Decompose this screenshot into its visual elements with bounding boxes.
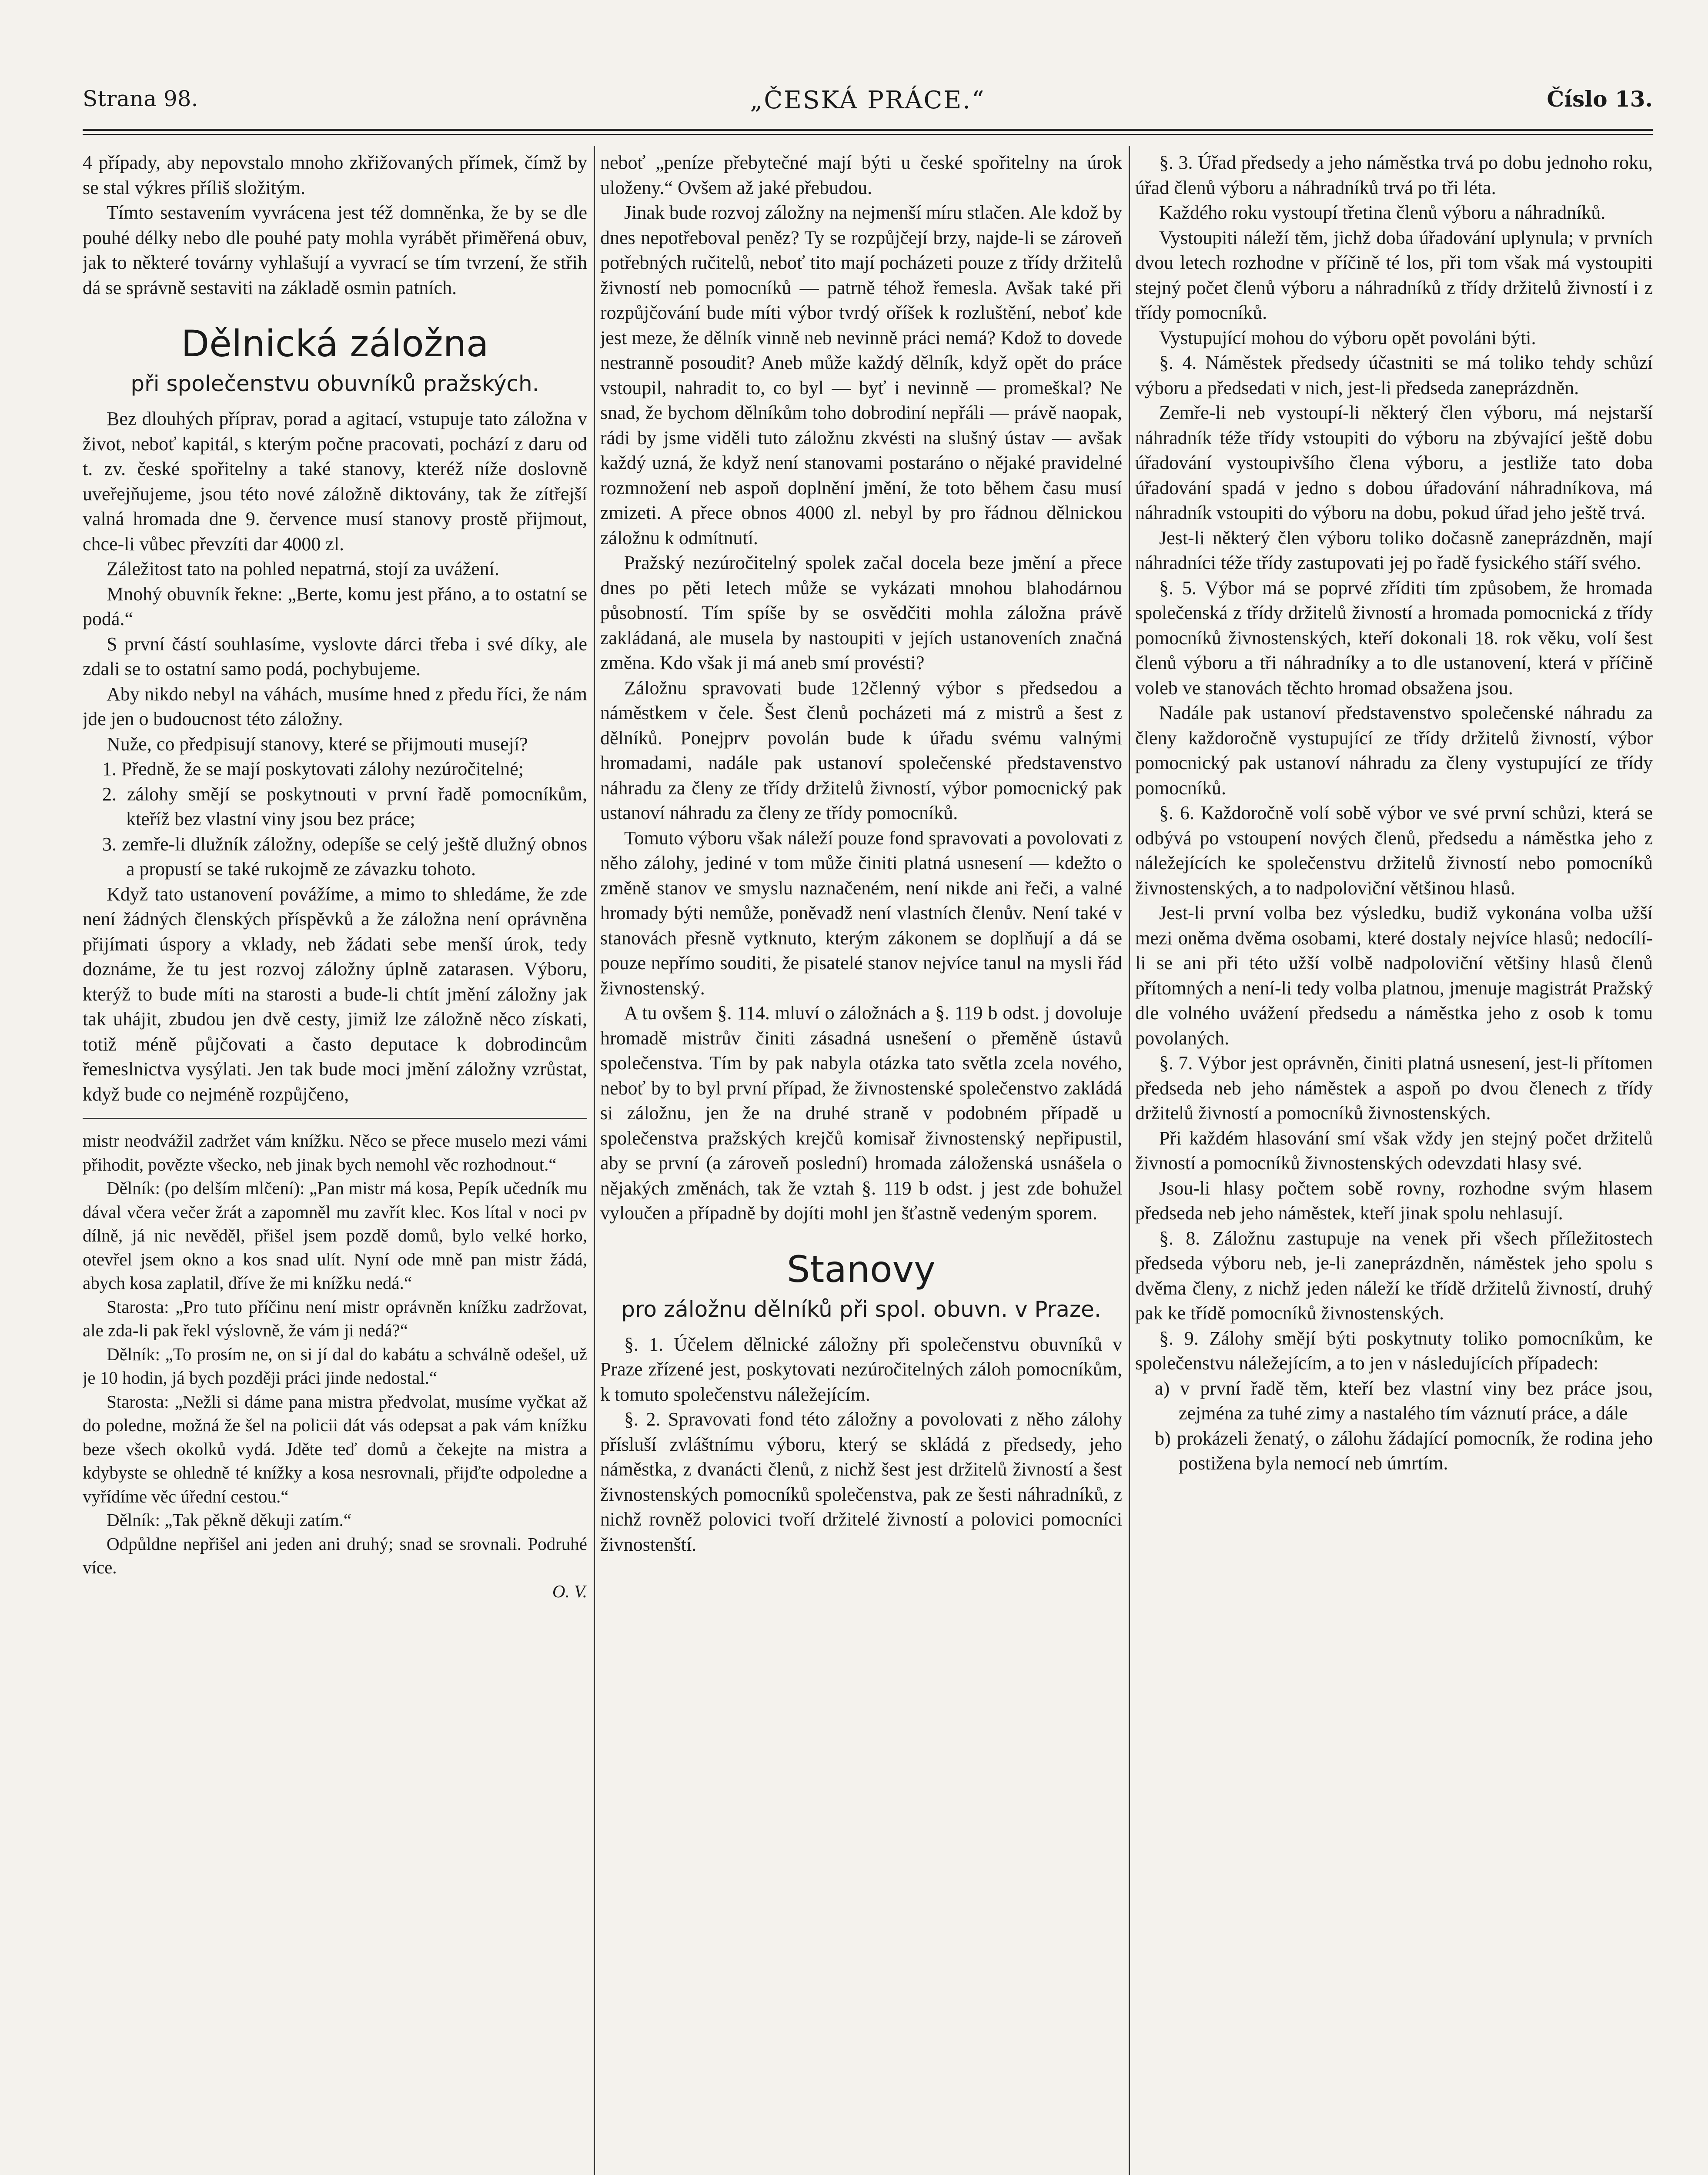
paragraph: Tímto sestavením vyvrácena jest též domněnka, že by se dle pouhé délky nebo dle pouhé paty mohla vyrábět přiměřená obuv, jak to některé továrny vyhlašují a vyvrací se tím tvrzení, že střih dá se správně sestaviti na základě osmin patních.	[83, 202, 587, 298]
paragraph: A tu ovšem §. 114. mluví o záložnách a §. 119 b odst. j dovoluje hromadě mistrův činiti zásadná usnešení o přeměně ústavů společenstva. Tím by pak nabyla otázka tato světla zcela nového, neboť by to byl první případ, že živnostenské společenstvo zakládá si záložnu, jen že na druhé straně v podobném případě u společenstva pražských krejčů komisař živnostenský nepřipustil, aby se první (a zároveň poslední) hromada záloženská usnášela o nějakých změnách, tak že vztah §. 119 b odst. j jest zde bohužel vyloučen a případně by dojíti mohl jen šťastně vedeným sporem.	[600, 1002, 1122, 1224]
header-rule	[83, 129, 1653, 131]
paragraph: Při každém hlasování smí však vždy jen stejný počet držitelů živností a pomocníků živnostenských odevzdati hlasy své.	[1135, 1127, 1653, 1174]
dialog-line: Starosta: „Pro tuto příčinu není mistr oprávněn knížku zadržovat, ale zda-li pak řekl výslovně, že vám ji nedá?“	[83, 1296, 587, 1340]
column-3	[1135, 150, 1653, 2175]
author-signature: O. V.	[552, 1581, 587, 1601]
header-rule-thin	[83, 134, 1653, 135]
paragraph: Jest-li některý člen výboru toliko dočasně zaneprázdněn, mají náhradníci téže třídy zastupovati jej po řadě fysického stáří svého.	[1135, 527, 1653, 573]
paragraph: §. 4. Náměstek předsedy účastniti se má toliko tehdy schůzí výboru a předsedati v nich, jest-li předseda zaneprázdněn.	[1135, 352, 1653, 398]
stanovy-title: Stanovy	[787, 1248, 936, 1291]
list-item: a) v první řadě těm, kteří bez vlastní viny bez práce jsou, zejména za tuhé zimy a nastalého tím váznutí práce, a dále	[1155, 1377, 1653, 1424]
dialog-line: Starosta: „Nežli si dáme pana mistra předvolat, musíme vyčkat až do poledne, možná že šel na policii dát vás odepsat a pak vám knížku beze všech okolků vydá. Jděte teď domů a čekejte na mistra a kdybyste se ohledně té knížky a kosa nesrovnali, přijďte odpoledne a vyřídíme věc úřední cestou.“	[83, 1391, 587, 1506]
paragraph: Když tato ustanovení povážíme, a mimo to shledáme, že zde není žádných členských příspěvků a že záložna není oprávněna přijímati úspory a vklady, neb žádati sebe menší úrok, tedy doznáme, že tu jest rozvoj záložny úplně zatarasen. Výboru, kterýž to bude míti na starosti a bude-li chtít jmění záložny jak tak uhájit, zbudou jen dvě cesty, jimiž lze záložně něco získati, totiž méně půjčovati a často deputace k dobrodincům řemeslnictva vysýlati. Jen tak bude moci jmění záložny vzrůstat, když bude co nejméně rozpůjčeno,	[83, 883, 587, 1105]
paragraph: §. 5. Výbor má se poprvé zříditi tím způsobem, že hromada společenská z třídy držitelů živností a hromada pomocnická z třídy pomocníků živnostenských, kteří dokonali 18. rok věku, volí šest členů výboru a tři náhradníky a to dle ustanovení, která v příčině voleb ve stanovách těchto hromad obsažena jsou.	[1135, 577, 1653, 699]
paragraph: Tomuto výboru však náleží pouze fond spravovati a povolovati z něho zálohy, jediné v tom může činiti platná usnesení — kdežto o změně stanov ve smyslu naznačeném, není nikde ani řeči, a valné hromady býti nemůže, poněvadž není vlastních členův. Není také v stanovách přesně vytknuto, kterým zákonem se doplňují a dá se pouze nepřímo souditi, že pisatelé stanov nejvíce tanul na mysli řád živnostenský.	[600, 827, 1122, 999]
dialog-line: Dělník: „Tak pěkně děkuji zatím.“	[107, 1510, 351, 1530]
issue-number: Číslo 13.	[1547, 86, 1653, 112]
paragraph: §. 1. Účelem dělnické záložny při společenstvu obuvníků v Praze zřízené jest, poskytovati nezúročitelných záloh pomocníkům, k tomuto společenstvu náležejícím.	[600, 1333, 1122, 1405]
dialog-line: Odpůldne nepřišel ani jeden ani druhý; snad se srovnali. Podruhé více.	[83, 1533, 587, 1577]
conditions-list	[1135, 1376, 1653, 1476]
list-item: 3. zemře-li dlužník záložny, odepíše se celý ještě dlužný obnos a propustí se také rukojmě ze závazku tohoto.	[102, 833, 587, 880]
paragraph: Jest-li první volba bez výsledku, budiž vykonána volba užší mezi oněma dvěma osobami, které dostaly nejvíce hlasů; nedocílí-li se ani při této užší volbě nadpoloviční většiny hlasů členů přítomných a není-li tedy volba platnou, jmenuje magistrát Pražský dle volného uvážení předsedu a náměstka jeho z osob k tomu povolaných.	[1135, 902, 1653, 1049]
paragraph: §. 2. Spravovati fond této záložny a povolovati z něho zálohy přísluší zvláštnímu výboru, který se skládá z předsedy, jeho náměstka, z dvanácti členů, z nichž šest jest držitelů živností a šest živnostenských pomocníků společenstva, pak ze šesti náhradníků, z nichž rovněž polovici tvoří držitelé živností a polovici pomocníci živnostenští.	[600, 1409, 1122, 1555]
paragraph: §. 7. Výbor jest oprávněn, činiti platná usnesení, jest-li přítomen předseda neb jeho náměstek a aspoň po dvou členech z třídy držitelů živností a pomocníků živnostenských.	[1135, 1052, 1653, 1124]
paragraph: Aby nikdo nebyl na váhách, musíme hned z předu říci, že nám jde jen o budoucnost této záložny.	[83, 683, 587, 729]
paragraph: §. 6. Každoročně volí sobě výbor ve své první schůzi, která se odbývá po vstoupení nových členů, předsedu a náměstka jeho z náležejících ke společenstvu držitelů živností nebo pomocníků živnostenských, a to nadpoloviční většinou hlasů.	[1135, 802, 1653, 899]
article-title: Dělnická záložna	[181, 322, 489, 365]
stanovy-list	[83, 756, 587, 882]
dialog-section	[83, 1129, 587, 1603]
column-1	[83, 150, 587, 2175]
list-item: 2. zálohy smějí se poskytnouti v první řadě pomocníkům, kteříž bez vlastní viny jsou bez práce;	[102, 783, 587, 830]
paragraph: Vystoupiti náleží těm, jichž doba úřadování uplynula; v prvních dvou letech rozhodne v příčině té los, při tom však má vystoupiti stejný počet členů výboru a náhradníků z třídy držitelů živností i z třídy pomocníků.	[1135, 227, 1653, 323]
paragraph: §. 9. Zálohy smějí býti poskytnuty toliko pomocníkům, ke společenstvu náležejícím, a to jen v následujících případech:	[1135, 1327, 1653, 1374]
list-item: 1. Předně, že se mají poskytovati zálohy nezúročitelné;	[102, 758, 524, 780]
paragraph: Nuže, co předpisují stanovy, které se přijmouti musejí?	[107, 733, 528, 755]
paragraph: Záložnu spravovati bude 12členný výbor s předsedou a náměstkem v čele. Šest členů pocházeti má z mistrů a šest z dělníků. Ponejprv povolán bude k úřadu svému valnými hromadami, nadále pak ustanoví společenské představenstvo náhradu za členy ze třídy držitelů živností, výbor pomocnický pak ustanoví náhradu za členy ze třídy pomocníků.	[600, 677, 1122, 823]
dialog-line: mistr neodvážil zadržet vám knížku. Něco se přece muselo mezi vámi přihodit, povězte všecko, neb jinak bych nemohl věc rozhodnout.“	[83, 1131, 587, 1174]
paragraph: Jinak bude rozvoj záložny na nejmenší míru stlačen. Ale kdož by dnes nepotřeboval peněz? Ty se rozpůjčejí brzy, najde-li se zároveň potřebných ručitelů, neboť tito mají pocházeti pouze z třídy držitelů živností neb pomocníků — patrně téhož řemesla. Avšak také při rozpůjčování bude míti výbor tvrdý oříšek k rozluštění, neboť kde jest meze, že dělník vinně neb nevinně práci nemá? Kdož to dovede nestranně posoudit? Aneb může každý dělník, když opět do práce vstoupil, nahradit to, co byl — byť i nevinně — promeškal? Ne snad, že bychom dělníkům toho dobrodiní nepřáli — právě naopak, rádi by jsme viděli tuto záložnu zkvésti na slušný ústav — avšak každý uzná, že když není stanovami postaráno o nějaké pravidelné rozmnožení neb aspoň doplnění jmění, že toto během času musí zmizeti. A přece obnos 4000 zl. nebyl by pro řádnou dělnickou záložnu k odmítnutí.	[600, 202, 1122, 549]
column-divider	[594, 146, 595, 2175]
section-separator	[83, 1118, 587, 1119]
column-2	[600, 150, 1122, 2175]
newspaper-title: „ČESKÁ PRÁCE.“	[750, 86, 986, 114]
paragraph: Pražský nezúročitelný spolek začal docela beze jmění a přece dnes po pěti letech může se vykázati mnohou blahodárnou působností. Tím spíše by se osvědčiti mohla záložna právě zakládaná, ale musela by nastoupiti v jejích ustanoveních značná změna. Kdo však ji má aneb smí provésti?	[600, 552, 1122, 673]
list-item: b) prokázeli ženatý, o zálohu žádající pomocník, že rodina jeho postižena byla nemocí neb úmrtím.	[1155, 1427, 1653, 1474]
paragraph: S první částí souhlasíme, vyslovte dárci třeba i své díky, ale zdali se to ostatní samo podá, pochybujeme.	[83, 633, 587, 679]
page-header	[83, 78, 1653, 126]
paragraph: Nadále pak ustanoví představenstvo společenské náhradu za členy každoročně vystupující ze třídy držitelů živností, výbor pomocnický pak ustanoví náhradu za členy vystupující ze třídy pomocníků.	[1135, 702, 1653, 799]
paragraph: Vystupující mohou do výboru opět povoláni býti.	[1159, 327, 1536, 348]
article-subtitle: při společenstvu obuvníků pražských.	[130, 371, 539, 396]
paragraph: Mnohý obuvník řekne: „Berte, komu jest přáno, a to ostatní se podá.“	[83, 583, 587, 629]
paragraph: Bez dlouhých příprav, porad a agitací, vstupuje tato záložna v život, neboť kapitál, s kterým počne pracovati, pochází z daru od t. zv. české spořitelny a také stanovy, kteréž níže doslovně uveřejňujeme, jsou této nové záložně diktovány, tak že zítřejší valná hromada dne 9. července musí stanovy prostě přijmout, chce-li vůbec převzíti dar 4000 zl.	[83, 408, 587, 555]
stanovy-subtitle: pro záložnu dělníků při spol. obuvn. v Praze.	[621, 1296, 1101, 1322]
paragraph: Každého roku vystoupí třetina členů výboru a náhradníků.	[1159, 202, 1606, 223]
paragraph: 4 případy, aby nepovstalo mnoho zkřižovaných přímek, čímž by se stal výkres příliš složitým.	[83, 152, 587, 198]
paragraph: Jsou-li hlasy počtem sobě rovny, rozhodne svým hlasem předseda neb jeho náměstek, kteří jinak spolu nehlasují.	[1135, 1177, 1653, 1224]
paragraph: Zemře-li neb vystoupí-li některý člen výboru, má nejstarší náhradník téže třídy vstoupiti do výboru na zbývající ještě dobu úřadování vystoupivšího člena výboru, a jestliže tato doba úřadování spadá v jedno s dobou úřadování náhradníkova, má náhradník vstoupiti do výboru na dobu, pokud úřad jeho ještě trvá.	[1135, 402, 1653, 523]
page-number: Strana 98.	[83, 86, 198, 111]
dialog-line: Dělník: (po delším mlčení): „Pan mistr má kosa, Pepík učedník mu dával včera večer žrát a zapomněl mu zavřít klec. Kos lítal v noci pv dílně, já nic nevěděl, přišel jsem pozdě domů, bylo velké horko, otevřel jsem okno a kos snad ulít. Nyní ode mně pan mistr žádá, abych kosa zaplatil, dříve že mi knížku nedá.“	[83, 1178, 587, 1293]
paragraph: §. 3. Úřad předsedy a jeho náměstka trvá po dobu jednoho roku, úřad členů výboru a náhradníků trvá po tři léta.	[1135, 152, 1653, 198]
column-divider	[1129, 146, 1130, 2175]
paragraph: Záležitost tato na pohled nepatrná, stojí za uvážení.	[107, 558, 499, 579]
dialog-line: Dělník: „To prosím ne, on si jí dal do kabátu a schválně odešel, už je 10 hodin, já bych později práci jinde nedostal.“	[83, 1344, 587, 1388]
paragraph: neboť „peníze přebytečné mají býti u české spořitelny na úrok uloženy.“ Ovšem až jaké přebudou.	[600, 152, 1122, 198]
paragraph: §. 8. Záložnu zastupuje na venek při všech příležitostech předseda výboru neb, je-li zaneprázdněn, náměstek jeho spolu s dvěma členy, z nichž jeden náleží ke třídě držitelů živností, druhý pak ke třídě pomocníků živnostenských.	[1135, 1227, 1653, 1324]
